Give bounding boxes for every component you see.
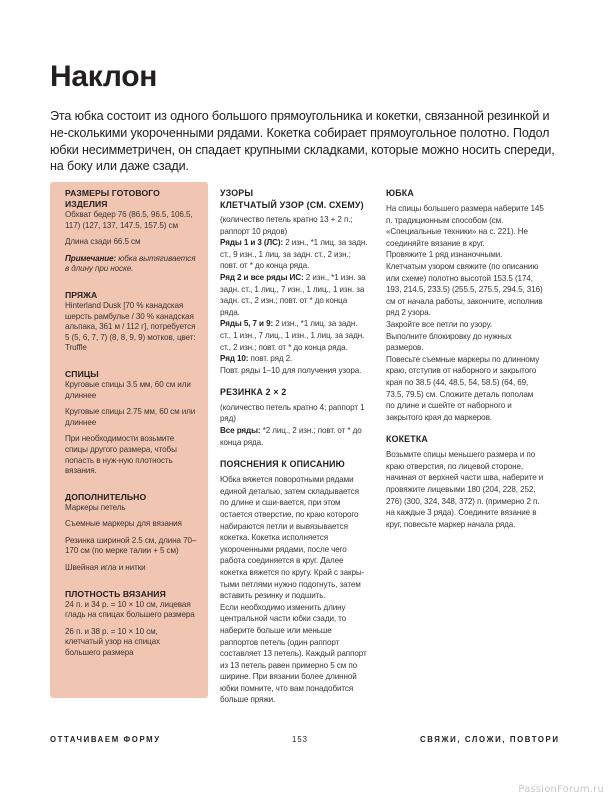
yoke-text: Возьмите спицы меньшего размера и по краю отверстия, по лицевой стороне, начиная от верхней части шва, наберите и провяжите лицевыми 180 (204, 228, 252, 276) (300, 324, 348, 372) п. (примерно 2 п. на каждые 3 ряда). Соедините вязание в круг, повесьте маркер начала ряда.: [386, 450, 544, 529]
gauge-2: 26 п. и 38 р. = 10 × 10 см, клетчатый узор на спицах большего размера: [65, 626, 161, 658]
rows-1-3-label: Ряды 1 и 3 (ЛС):: [220, 238, 284, 248]
needles-1: Круговые спицы 3.5 мм, 60 см или длиннее: [65, 379, 191, 400]
extra-2: Съемные маркеры для вязания: [65, 519, 182, 529]
skirt-heading: ЮБКА: [386, 188, 414, 198]
patterns-column: [220, 188, 368, 706]
row-10: [220, 353, 368, 365]
rows-5-7-9-label: Ряды 5, 7 и 9:: [220, 319, 274, 329]
explain-heading: ПОЯСНЕНИЯ К ОПИСАНИЮ: [220, 459, 345, 470]
rib-rows: [220, 425, 368, 448]
skirt-1: На спицы большего размера наберите 145 п. традиционным способом (см. «Специальные техники» на с. 221). Не соединяйте вязание в круг.: [386, 204, 544, 248]
needles-2: Круговые спицы 2.75 мм, 60 см или длиннее: [65, 407, 196, 427]
skirt-3: Клетчатым узором свяжите (по описанию или схеме) полотно высотой 153.5 (174, 193, 214.5, 233.5) (255.5, 275.5, 294.5, 316) см от начала работы, закончите, исполнив ряд 2 узора.: [386, 261, 543, 318]
explain-2: Если необходимо изменить длину центральной части юбки сзади, то наберите больше или меньше раппортов петель (один раппорт составляет 13 петель). Каждый раппорт из 13 петель равен примерно 5 см по ширине. При вязании более длинной юбки помните, что вам понадобится больше пряжи.: [220, 602, 367, 705]
repeat-text: Повт. ряды 1–10 для получения узора.: [220, 365, 362, 375]
sizes-heading: РАЗМЕРЫ ГОТОВОГО ИЗДЕЛИЯ: [65, 188, 160, 209]
check-pattern-heading: КЛЕТЧАТЫЙ УЗОР (СМ. СХЕМУ): [220, 199, 364, 210]
needles-note: При необходимости возьмите спицы другого размера, чтобы попасть в нуж-ную плотность вязания.: [65, 434, 177, 476]
gauge-1: 24 п. и 34 р. = 10 × 10 см, лицевая гладь на спицах большего размера: [65, 599, 195, 620]
footer-section-title: ОТТАЧИВАЕМ ФОРМУ: [50, 735, 161, 744]
skirt-4: Закройте все петли по узору.: [386, 319, 492, 329]
extra-1: Маркеры петель: [65, 502, 126, 512]
needles-heading: СПИЦЫ: [65, 368, 99, 379]
check-pattern-intro: (количество петель кратно 13 + 2 п.; раппорт 10 рядов): [220, 215, 353, 236]
materials-sidebar: [50, 182, 208, 698]
length-text: Длина сзади 66.5 см: [65, 237, 141, 247]
extra-4: Швейная игла и нитки: [65, 563, 146, 573]
extra-3: Резинка шириной 2.5 см, длина 70–170 см (по мерке талии + 5 см): [65, 535, 197, 556]
footer-book-title: СВЯЖИ, СЛОЖИ, ПОВТОРИ: [420, 735, 560, 744]
rows-5-7-9-text: 2 изн., *1 лиц. за задн. ст., 1 изн., 7 лиц., 1 изн., 1 лиц. за задн. ст., 2 изн.; повт. от * до конца ряда.: [220, 319, 365, 352]
size-note: [65, 254, 197, 275]
row-2: [220, 272, 368, 318]
gauge-heading: ПЛОТНОСТЬ ВЯЗАНИЯ: [65, 588, 166, 599]
patterns-heading: УЗОРЫ: [220, 188, 254, 198]
rib-label: Все ряды:: [220, 426, 261, 435]
rows-5-7-9: [220, 318, 368, 353]
row-10-label: Ряд 10:: [220, 354, 249, 364]
row-2-text: 2 изн., *1 изн. за задн. ст., 1 лиц., 7 изн., 1 лиц., 1 изн. за задн. ст., 2 изн.; повт. от * до конца ряда.: [220, 272, 366, 317]
sizes-text: Обхват бедер 76 (86.5, 96.5, 106.5, 117) (127, 137, 147.5, 157.5) см: [65, 210, 193, 230]
row-2-label: Ряд 2 и все ряды ИС:: [220, 272, 304, 282]
note-text: юбка вытягивается в длину при носке.: [65, 253, 196, 274]
note-label: Примечание:: [65, 253, 117, 263]
page-number: 153: [292, 735, 309, 744]
yarn-text: Hinterland Dusk [70 % канадская шерсть рамбулье / 30 % канадская альпака, 361 м / 112 г], потребуется 5 (5, 6, 7, 7) (8, 8, 9, 9) мотков, цвет: Truffle: [65, 300, 196, 353]
skirt-6: Повесьте съемные маркеры по длинному краю, отступив от наборного и закрытого края по 38.5 (44, 48.5, 54, 58.5) (64, 69, 73.5, 79.5) см. Сложите деталь пополам по длине и сшейте от наборного и закрытого края до маркеров.: [386, 354, 540, 422]
instructions-column: [386, 188, 544, 530]
page-title: Наклон: [50, 60, 158, 93]
yoke-heading: КОКЕТКА: [386, 434, 428, 445]
rows-1-3-text: 2 изн., *1 лиц. за задн. ст., 9 изн., 1 лиц. за задн. ст., 2 изн.; повт. от * до конца ряда.: [220, 238, 368, 271]
rows-1-3: [220, 237, 368, 272]
rib-text: *2 лиц., 2 изн.; повт. от * до конца ряда.: [220, 426, 362, 447]
skirt-5: Выполните блокировку до нужных размеров.: [386, 331, 512, 353]
row-10-text: повт. ряд 2.: [248, 354, 293, 364]
watermark: PassionForum.ru: [518, 784, 604, 795]
extra-heading: ДОПОЛНИТЕЛЬНО: [65, 491, 147, 502]
rib-intro: (количество петель кратно 4; раппорт 1 ряд): [220, 402, 365, 424]
skirt-2: Провяжите 1 ряд изнаночными.: [386, 250, 503, 260]
yarn-heading: ПРЯЖА: [65, 289, 98, 300]
intro-paragraph: Эта юбка состоит из одного большого прямоугольника и кокетки, связанной резинкой и не-сколькими укороченными рядами. Кокетка собирает прямоугольное полотно. Подол юбки несимметричен, он спадает крупными складками, которые можно носить спереди, на боку или даже сзади.: [50, 109, 555, 174]
rib-heading: РЕЗИНКА 2 × 2: [220, 387, 287, 398]
explain-1: Юбка вяжется поворотными рядами единой деталью, затем складывается по длине и сши-вается, при этом остается отверстие, по краю которого набираются петли и вывязывается кокетка. Кокетка исполняется укороченными рядами, после чего работа соединяется в круг. Далее кокетка вяжется по кругу. Край с закры-тыми петлями нужно подогнуть, затем вставить резинку и подшить.: [220, 475, 365, 601]
